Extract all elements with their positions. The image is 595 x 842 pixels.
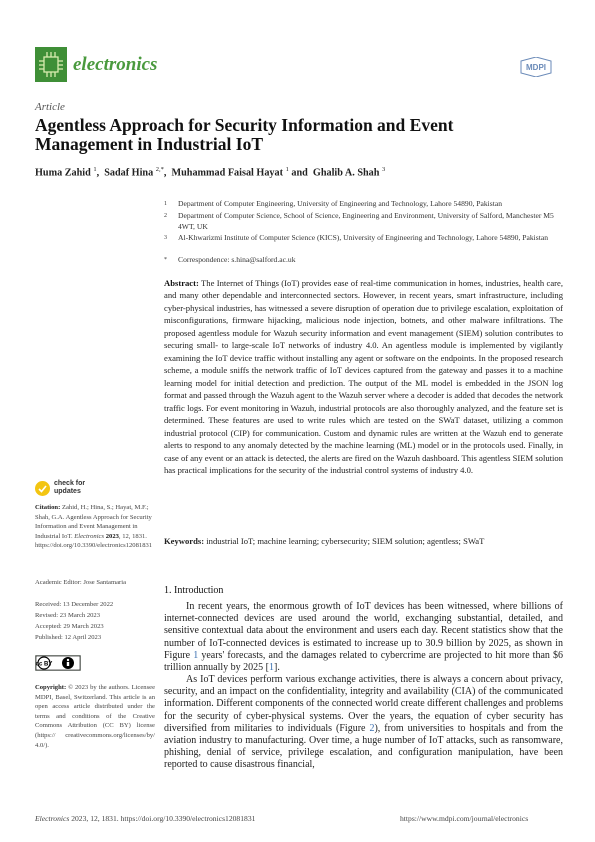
svg-text:MDPI: MDPI bbox=[526, 63, 546, 72]
footer-citation: Electronics 2023, 12, 1831. https://doi.org/10.3390/electronics12081831 bbox=[35, 814, 256, 823]
footer-journal-url[interactable]: https://www.mdpi.com/journal/electronics bbox=[400, 814, 529, 823]
author-name[interactable]: Sadaf Hina bbox=[104, 167, 154, 179]
citation: Citation: Zahid, H.; Hina, S.; Hayat, M.F.; Shah, G.A. Agentless Approach for Security Information and Event Management in Industrial IoT. Electronics 2023, 12, 1831. https://doi.org/10.3390/electronics12081831 bbox=[35, 504, 153, 550]
paragraph-1: In recent years, the enormous growth of IoT devices has been witnessed, where billions of internet-connected devices are used around the world, exchanging substantial, detailed, and sensitive contextual data about the environment and users each day. Recent statistics show that the number of IoT-connected devices is estimated to increase up to 30.9 billion by 2025, as shown in Figure 1 years' forecasts, and the damages related to cybercrime are projected to hit more than $6 trillion annually by 2025 [1]. bbox=[164, 601, 563, 674]
keywords-text: industrial IoT; machine learning; cybersecurity; SIEM solution; agentless; SWaT bbox=[206, 536, 485, 546]
journal-logo-icon bbox=[35, 47, 67, 82]
check-for-updates-label[interactable]: check for bbox=[54, 480, 86, 487]
figure-link[interactable]: 1 bbox=[193, 649, 199, 661]
accepted-date: Accepted: 29 March 2023 bbox=[35, 623, 104, 630]
author-sup: 1 bbox=[285, 166, 289, 173]
paragraph-2: As IoT devices perform various exchange activities, there is always a concern about privacy, security, and an impact on the confidentiality, integrity and availability (CIA) of the communicated information. Different components of the connected world create different challenges and problems for the security of cyber-physical systems. Over the years, the equation of cyber security has diversified from militaries to individuals (Figure 2), from universities to hospitals and from the aviation industry to manufacturing. Over time, a huge number of IoT attacks, such as ransomware, phishing, denial of service, privilege escalation, and configuration manipulation, have been reported to cause disastrous financial, bbox=[164, 674, 563, 771]
author-name[interactable]: Muhammad Faisal Hayat bbox=[171, 167, 284, 179]
keywords bbox=[164, 535, 563, 547]
abstract bbox=[164, 277, 563, 477]
author-list: Huma Zahid $^1$, Sadaf Hina $^{2,*}$, Muhammad Faisal Hayat $^1$ and Ghalib A. Shah $^3$ bbox=[35, 166, 386, 179]
author-name[interactable]: Ghalib A. Shah bbox=[312, 167, 380, 179]
section-heading: 1. Introduction bbox=[164, 585, 224, 596]
cc-by-license-icon[interactable] bbox=[35, 655, 81, 671]
check-for-updates-label-2[interactable]: updates bbox=[54, 488, 81, 495]
author-name[interactable]: Huma Zahid bbox=[35, 167, 91, 179]
abstract-label: Abstract: bbox=[164, 278, 199, 288]
abstract-text: The Internet of Things (IoT) provides ease of real-time communication in homes, industries, health care, and many other dependable and interconnected sectors. However, in recent years, smart infrastructure, including cyber-physical industries, has witnessed a severe disruption of operation due to privilege escalation, exploitation of misconfigurations, firmware hijacking, malicious node injection, botnets, and other malware infiltrations. The proposed agentless module for Wazuh security information and event management (SIEM) solution contributes to securing small- to large-scale IoT networks of industry 4.0. An agentless module is implemented by vigilantly examining the IoT device traffic without installing any agent or software on the endpoints. In the proposed research scheme, a module sniffs the network traffic of IoT devices captured from the gateway and passes it to a machine learning model for initial detection and prediction. The output of the ML model is embedded in the JSON log format and passed through the Wazuh agent to the Wazuh server where a decoder is added that decodes the network traffic logs. For event monitoring in Wazuh, industrial protocols are also thoroughly analyzed, and the feature set is determined. These features are used to write rules which are tested on the SWaT dataset, utilizing a common industrial protocol (CIP) for communication. Custom and dynamic rules are written at the Wazuh end to generate alerts to respond to any anomaly detected by the machine learning (ML) model or in the protocols used. Finally, in case of any event or an attack is detected, the alerts are fired on the Wazuh dashboard. This agentless SIEM solution has practical implications for the security of the industrial control systems of industry 4.0. bbox=[164, 278, 564, 476]
citation-link[interactable]: 1 bbox=[269, 662, 274, 674]
check-for-updates-icon[interactable] bbox=[35, 481, 50, 496]
journal-name: electronics bbox=[73, 54, 158, 75]
academic-editor: Academic Editor: Jose Santamaria bbox=[35, 579, 126, 586]
author-sup: 2,* bbox=[155, 166, 164, 173]
mdpi-logo bbox=[517, 57, 555, 77]
article-title: Agentless Approach for Security Information and Event Management in Industrial IoT bbox=[35, 115, 454, 154]
svg-text:cc BY: cc BY bbox=[35, 661, 53, 668]
keywords-label: Keywords: bbox=[164, 536, 205, 546]
published-date: Published: 12 April 2023 bbox=[35, 634, 102, 641]
revised-date: Revised: 23 March 2023 bbox=[35, 612, 101, 619]
article-type: Article bbox=[35, 101, 65, 113]
received-date: Received: 13 December 2022 bbox=[35, 601, 114, 608]
copyright: Copyright: © 2023 by the authors. Licensee MDPI, Basel, Switzerland. This article is an open access article distributed under the terms and conditions of the Creative Commons Attribution (CC BY) license (https:// creativecommons.org/licenses/by/ 4.0/). bbox=[35, 684, 155, 749]
author-sup: 1 bbox=[93, 166, 97, 173]
figure-link[interactable]: 2 bbox=[369, 722, 375, 734]
author-sup: 3 bbox=[382, 166, 386, 173]
